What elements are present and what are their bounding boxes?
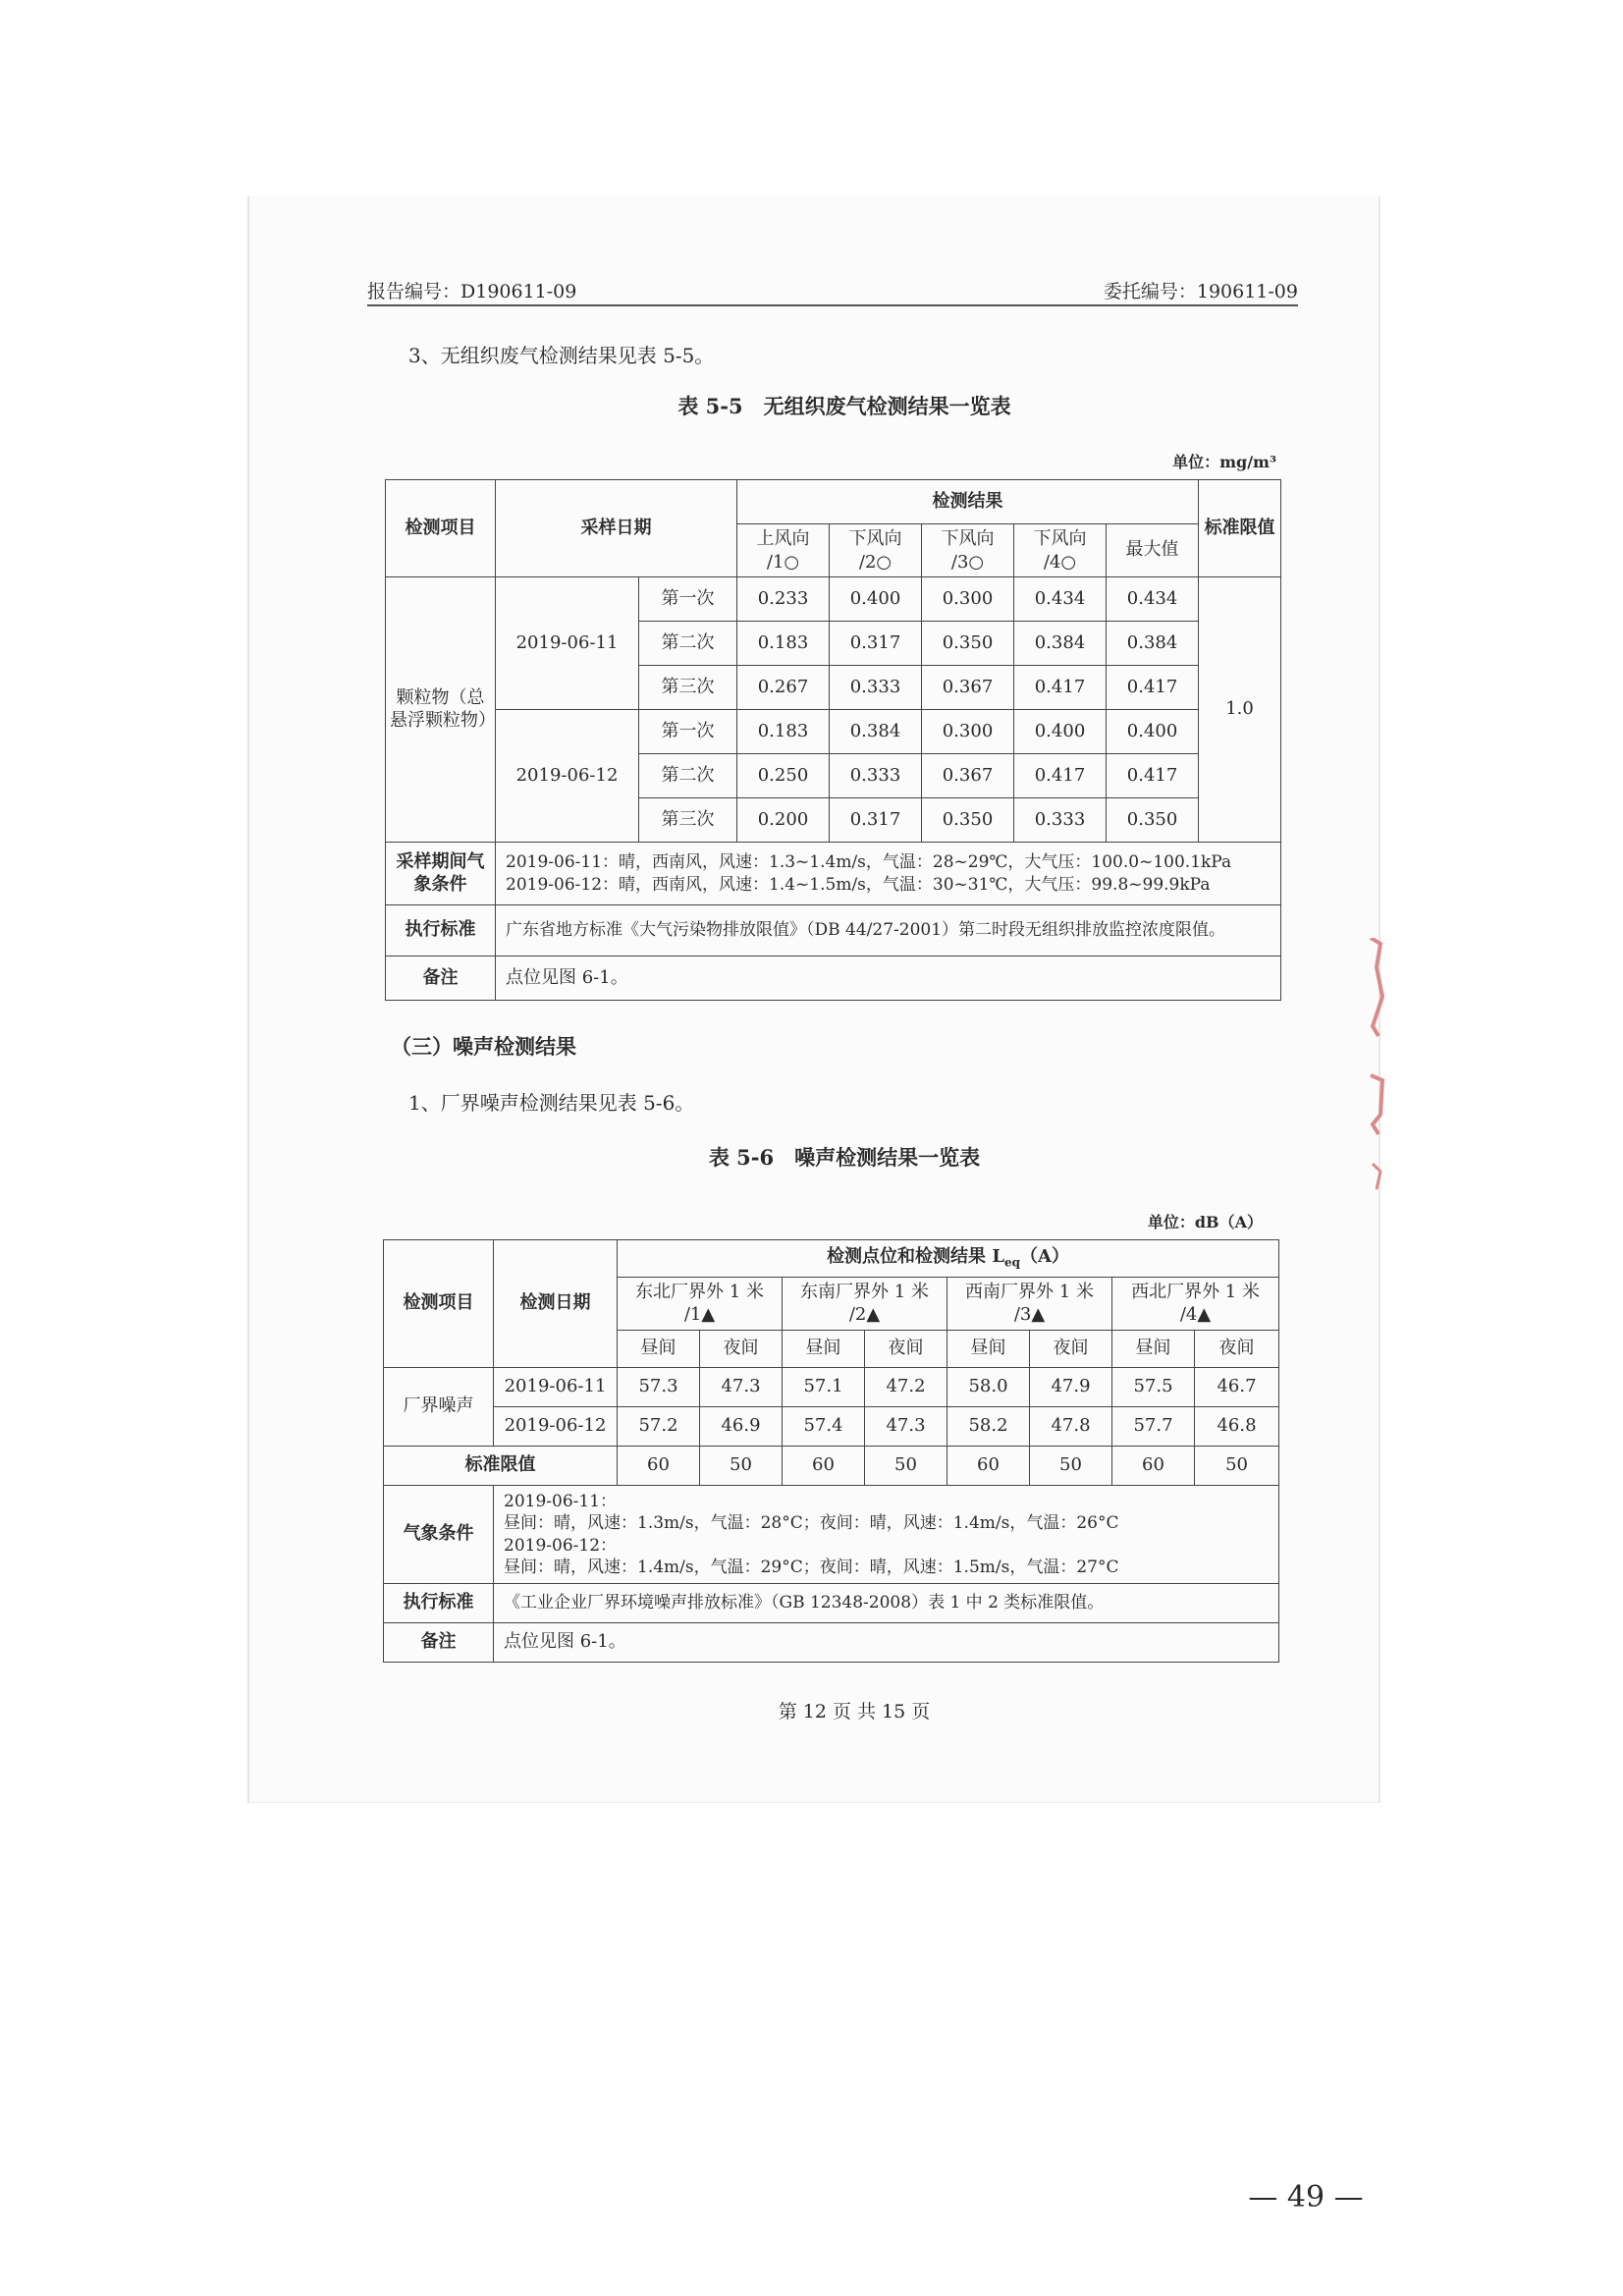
air-head-point-1: 上风向 /1○ — [737, 524, 830, 577]
air-sample-no: 第二次 — [639, 754, 737, 798]
air-cell: 0.400 — [1107, 710, 1199, 754]
noise-cell: 46.8 — [1195, 1407, 1279, 1447]
air-weather-label: 采样期间气象条件 — [386, 843, 496, 905]
air-head-item: 检测项目 — [386, 480, 496, 577]
noise-head-day: 昼间 — [947, 1331, 1030, 1368]
noise-limit: 60 — [947, 1447, 1030, 1486]
noise-cell: 47.8 — [1030, 1407, 1112, 1447]
air-cell: 0.200 — [737, 798, 830, 843]
air-cell: 0.250 — [737, 754, 830, 798]
air-table-unit: 单位：mg/m³ — [1172, 453, 1276, 471]
noise-date: 2019-06-12 — [494, 1407, 618, 1447]
noise-limit: 50 — [865, 1447, 947, 1486]
air-remark-label: 备注 — [386, 957, 496, 1001]
noise-limit-label: 标准限值 — [384, 1447, 618, 1486]
noise-standard-label: 执行标准 — [384, 1584, 494, 1623]
air-cell: 0.367 — [922, 666, 1014, 710]
noise-cell: 46.7 — [1195, 1368, 1279, 1407]
air-cell: 0.317 — [830, 622, 922, 666]
noise-limit: 50 — [1195, 1447, 1279, 1486]
air-date: 2019-06-11 — [496, 577, 639, 710]
noise-head-item: 检测项目 — [384, 1240, 494, 1368]
noise-cell: 57.2 — [618, 1407, 700, 1447]
noise-cell: 47.3 — [865, 1407, 947, 1447]
air-cell: 0.350 — [1107, 798, 1199, 843]
air-cell: 0.384 — [830, 710, 922, 754]
air-standard: 广东省地方标准《大气污染物排放限值》（DB 44/27-2001）第二时段无组织排放监控浓度限值。 — [496, 905, 1281, 957]
air-sample-no: 第二次 — [639, 622, 737, 666]
noise-date: 2019-06-11 — [494, 1368, 618, 1407]
noise-item: 厂界噪声 — [384, 1368, 494, 1447]
noise-cell: 47.2 — [865, 1368, 947, 1407]
noise-head-day: 昼间 — [783, 1331, 865, 1368]
noise-limit: 50 — [1030, 1447, 1112, 1486]
air-cell: 0.400 — [1014, 710, 1107, 754]
noise-cell: 58.0 — [947, 1368, 1030, 1407]
air-cell: 0.434 — [1014, 577, 1107, 622]
noise-weather — [494, 1486, 1279, 1584]
noise-weather-line: 2019-06-12： — [504, 1535, 618, 1556]
air-head-date: 采样日期 — [496, 480, 737, 577]
noise-limit: 50 — [700, 1447, 783, 1486]
air-head-point-4: 下风向 /4○ — [1014, 524, 1107, 577]
air-cell: 0.434 — [1107, 577, 1199, 622]
noise-table-unit: 单位：dB（A） — [1147, 1213, 1263, 1231]
air-cell: 0.400 — [830, 577, 922, 622]
air-cell: 0.367 — [922, 754, 1014, 798]
air-date: 2019-06-12 — [496, 710, 639, 843]
page-header — [367, 277, 1298, 306]
air-weather-day2: 2019-06-12：晴，西南风，风速：1.4~1.5m/s，气温：30~31℃，大气压：99.8~99.9kPa — [506, 874, 1211, 895]
noise-cell: 57.5 — [1112, 1368, 1195, 1407]
noise-cell: 46.9 — [700, 1407, 783, 1447]
air-table-caption: 表 5-5 无组织废气检测结果一览表 — [677, 394, 1011, 418]
noise-weather-line: 2019-06-11： — [504, 1492, 618, 1512]
noise-cell: 57.7 — [1112, 1407, 1195, 1447]
noise-limit: 60 — [783, 1447, 865, 1486]
air-head-max: 最大值 — [1107, 524, 1199, 577]
page-info: 第 12 页 共 15 页 — [778, 1701, 931, 1722]
noise-standard: 《工业企业厂界环境噪声排放标准》（GB 12348-2008）表 1 中 2 类标准限值。 — [494, 1584, 1279, 1623]
air-head-limit: 标准限值 — [1199, 480, 1281, 577]
entrust-number: 委托编号：190611-09 — [1103, 281, 1298, 302]
air-weather — [496, 843, 1281, 905]
air-cell: 0.417 — [1107, 754, 1199, 798]
noise-weather-line: 昼间：晴，风速：1.4m/s，气温：29°C；夜间：晴，风速：1.5m/s，气温：27°C — [504, 1557, 1119, 1577]
noise-head-day: 昼间 — [618, 1331, 700, 1368]
air-remark: 点位见图 6-1。 — [496, 957, 1281, 1001]
noise-cell: 47.9 — [1030, 1368, 1112, 1407]
noise-head-point-4: 西北厂界外 1 米 /4▲ — [1112, 1278, 1279, 1331]
air-cell: 0.417 — [1014, 754, 1107, 798]
noise-head-night: 夜间 — [865, 1331, 947, 1368]
air-head-point-3: 下风向 /3○ — [922, 524, 1014, 577]
noise-head-point-2: 东南厂界外 1 米 /2▲ — [783, 1278, 947, 1331]
noise-cell: 57.3 — [618, 1368, 700, 1407]
air-cell: 0.333 — [830, 754, 922, 798]
noise-head-night: 夜间 — [700, 1331, 783, 1368]
air-intro: 3、无组织废气检测结果见表 5-5。 — [408, 344, 715, 367]
noise-results-table — [383, 1239, 1279, 1663]
noise-weather-line: 昼间：晴，风速：1.3m/s，气温：28°C；夜间：晴，风速：1.4m/s，气温：26°C — [504, 1513, 1119, 1534]
noise-weather-label: 气象条件 — [384, 1486, 494, 1584]
noise-head-day: 昼间 — [1112, 1331, 1195, 1368]
air-sample-no: 第三次 — [639, 666, 737, 710]
air-standard-label: 执行标准 — [386, 905, 496, 957]
air-cell: 0.350 — [922, 622, 1014, 666]
noise-head-point-3: 西南厂界外 1 米 /3▲ — [947, 1278, 1112, 1331]
air-cell: 0.350 — [922, 798, 1014, 843]
noise-cell: 57.1 — [783, 1368, 865, 1407]
air-cell: 0.333 — [1014, 798, 1107, 843]
air-cell: 0.300 — [922, 577, 1014, 622]
noise-head-night: 夜间 — [1195, 1331, 1279, 1368]
air-cell: 0.384 — [1107, 622, 1199, 666]
air-pollutant: 颗粒物（总悬浮颗粒物） — [386, 577, 496, 843]
air-results-table — [385, 479, 1281, 1001]
noise-intro: 1、厂界噪声检测结果见表 5-6。 — [408, 1091, 695, 1115]
noise-head-result: 检测点位和检测结果 $L_{eq}(A)$ — [618, 1240, 1279, 1278]
noise-remark-label: 备注 — [384, 1623, 494, 1663]
noise-limit: 60 — [1112, 1447, 1195, 1486]
noise-head-date: 检测日期 — [494, 1240, 618, 1368]
air-head-point-2: 下风向 /2○ — [830, 524, 922, 577]
noise-head-night: 夜间 — [1030, 1331, 1112, 1368]
page-number: — 49 — — [1248, 2180, 1364, 2214]
noise-remark: 点位见图 6-1。 — [494, 1623, 1279, 1663]
report-number: 报告编号：D190611-09 — [367, 281, 577, 302]
air-cell: 0.417 — [1014, 666, 1107, 710]
air-cell: 0.417 — [1107, 666, 1199, 710]
noise-heading: （三）噪声检测结果 — [391, 1034, 576, 1059]
air-cell: 0.384 — [1014, 622, 1107, 666]
air-cell: 0.300 — [922, 710, 1014, 754]
noise-limit: 60 — [618, 1447, 700, 1486]
air-sample-no: 第三次 — [639, 798, 737, 843]
air-cell: 0.183 — [737, 622, 830, 666]
noise-table-caption: 表 5-6 噪声检测结果一览表 — [708, 1145, 981, 1170]
air-cell: 0.183 — [737, 710, 830, 754]
stamp-fragment — [1367, 938, 1388, 1202]
air-cell: 0.317 — [830, 798, 922, 843]
air-limit-value: 1.0 — [1199, 577, 1281, 843]
air-cell: 0.333 — [830, 666, 922, 710]
air-sample-no: 第一次 — [639, 710, 737, 754]
noise-cell: 58.2 — [947, 1407, 1030, 1447]
air-cell: 0.267 — [737, 666, 830, 710]
air-weather-day1: 2019-06-11：晴，西南风，风速：1.3~1.4m/s，气温：28~29℃，大气压：100.0~100.1kPa — [506, 852, 1232, 873]
air-cell: 0.233 — [737, 577, 830, 622]
noise-cell: 57.4 — [783, 1407, 865, 1447]
noise-head-point-1: 东北厂界外 1 米 /1▲ — [618, 1278, 783, 1331]
air-sample-no: 第一次 — [639, 577, 737, 622]
air-head-result: 检测结果 — [737, 480, 1199, 524]
noise-cell: 47.3 — [700, 1368, 783, 1407]
